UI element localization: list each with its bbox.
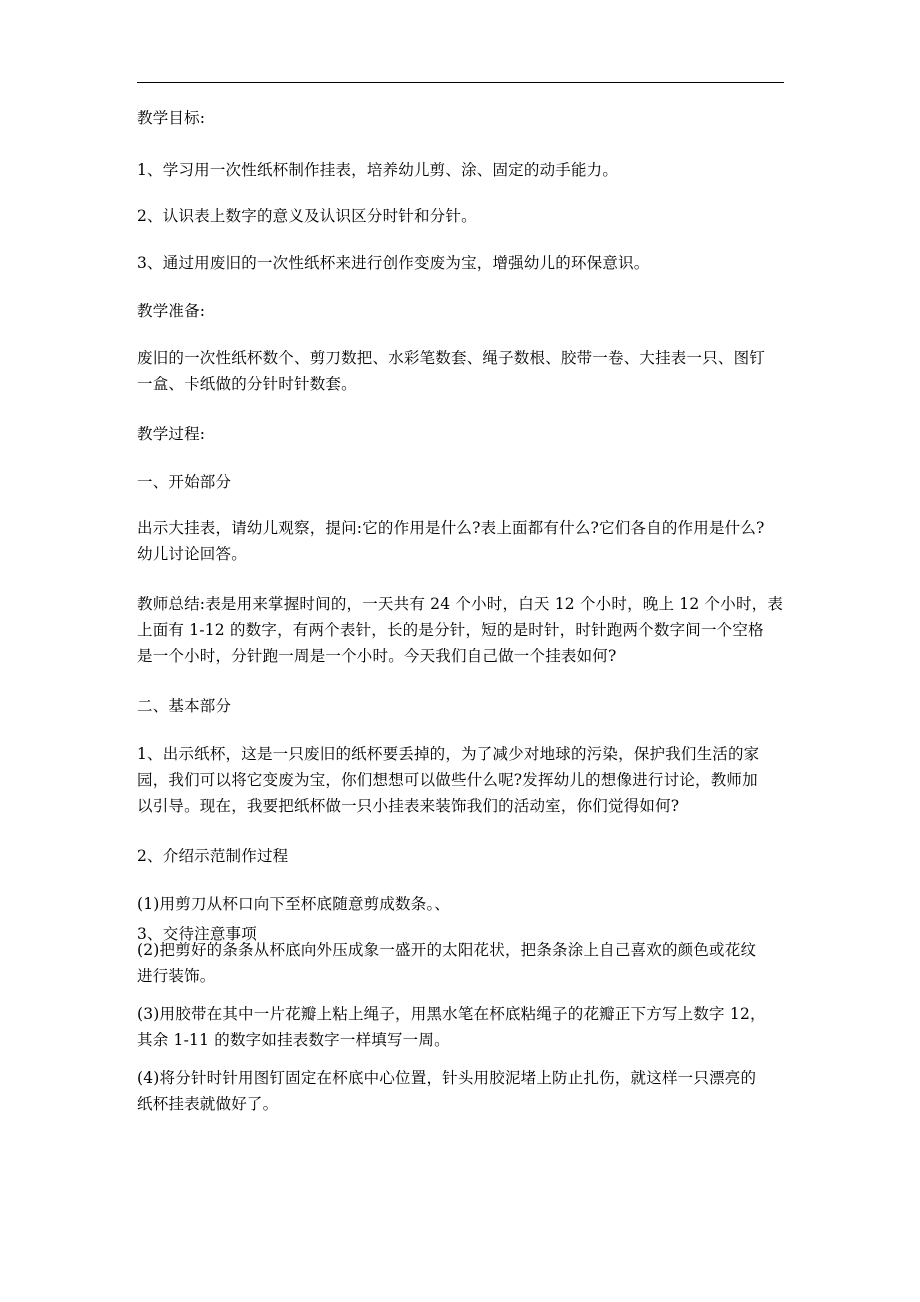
paragraph-line: 1、学习用一次性纸杯制作挂表，培养幼儿剪、涂、固定的动手能力。 [137, 161, 619, 179]
header-rule [137, 82, 784, 83]
paragraph [137, 693, 785, 719]
paragraph-line: 以引导。现在，我要把纸杯做一只小挂表来装饰我们的活动室，你们觉得如何? [137, 797, 680, 815]
paragraph-line: 进行装饰。 [137, 967, 216, 985]
paragraph [137, 515, 785, 567]
paragraph [137, 105, 785, 131]
paragraph-line: 教学过程: [137, 425, 206, 443]
paragraph-line: (2)把剪好的条条从杯底向外压成象一盛开的太阳花状，把条条涂上自己喜欢的颜色或花纹 [137, 941, 757, 959]
paragraph [137, 203, 785, 229]
paragraph-line: 一、开始部分 [137, 473, 232, 491]
paragraph [137, 421, 785, 447]
paragraph-line: (1)用剪刀从杯口向下至杯底随意剪成数条。、 [137, 895, 451, 913]
paragraph [137, 921, 785, 947]
paragraph [137, 591, 785, 669]
paragraph-line: (4)将分针时针用图钉固定在杯底中心位置，针头用胶泥堵上防止扎伤，就这样一只漂亮的 [137, 1069, 757, 1087]
paragraph [137, 1001, 785, 1053]
paragraph-line: 1、出示纸杯，这是一只废旧的纸杯要丢掉的，为了减少对地球的污染，保护我们生活的家 [137, 745, 760, 763]
paragraph [137, 741, 785, 819]
paragraph-line: 纸杯挂表就做好了。 [137, 1095, 279, 1113]
paragraph-line: 3、通过用废旧的一次性纸杯来进行创作变废为宝，增强幼儿的环保意识。 [137, 254, 650, 272]
paragraph-line: 是一个小时，分针跑一周是一个小时。今天我们自己做一个挂表如何? [137, 647, 617, 665]
paragraph-line: 一盒、卡纸做的分针时针数套。 [137, 375, 357, 393]
paragraph-line: 教师总结:表是用来掌握时间的，一天共有 24 个小时，白天 12 个小时，晚上 12 个小时，表 [137, 595, 784, 613]
paragraph [137, 469, 785, 495]
paragraph [137, 345, 785, 397]
paragraph [137, 250, 785, 276]
paragraph-line: 二、基本部分 [137, 697, 232, 715]
paragraph-line: 教学准备: [137, 302, 206, 320]
paragraph-line: 出示大挂表，请幼儿观察，提问:它的作用是什么?表上面都有什么?它们各自的作用是什么? [137, 519, 765, 537]
paragraph-line: 2、认识表上数字的意义及认识区分时针和分针。 [137, 207, 477, 225]
paragraph [137, 1065, 785, 1117]
paragraph-line: 上面有 1-12 的数字，有两个表针，长的是分针，短的是时针，时针跑两个数字间一个空格 [137, 621, 764, 639]
paragraph-line: 园，我们可以将它变废为宝，你们想想可以做些什么呢?发挥幼儿的想像进行讨论，教师加 [137, 771, 758, 789]
paragraph-line: 2、介绍示范制作过程 [137, 847, 289, 865]
paragraph-line: 教学目标: [137, 109, 206, 127]
paragraph-line: 幼儿讨论回答。 [137, 545, 247, 563]
paragraph [137, 298, 785, 324]
paragraph-line: (3)用胶带在其中一片花瓣上粘上绳子，用黑水笔在杯底粘绳子的花瓣正下方写上数字 12， [137, 1005, 766, 1023]
paragraph [137, 157, 785, 183]
paragraph-line: 3、交待注意事项 [137, 925, 257, 943]
paragraph-line: 其余 1-11 的数字如挂表数字一样填写一周。 [137, 1031, 450, 1049]
paragraph-line: 废旧的一次性纸杯数个、剪刀数把、水彩笔数套、绳子数根、胶带一卷、大挂表一只、图钉 [137, 349, 766, 367]
paragraph [137, 891, 785, 917]
paragraph [137, 843, 785, 869]
